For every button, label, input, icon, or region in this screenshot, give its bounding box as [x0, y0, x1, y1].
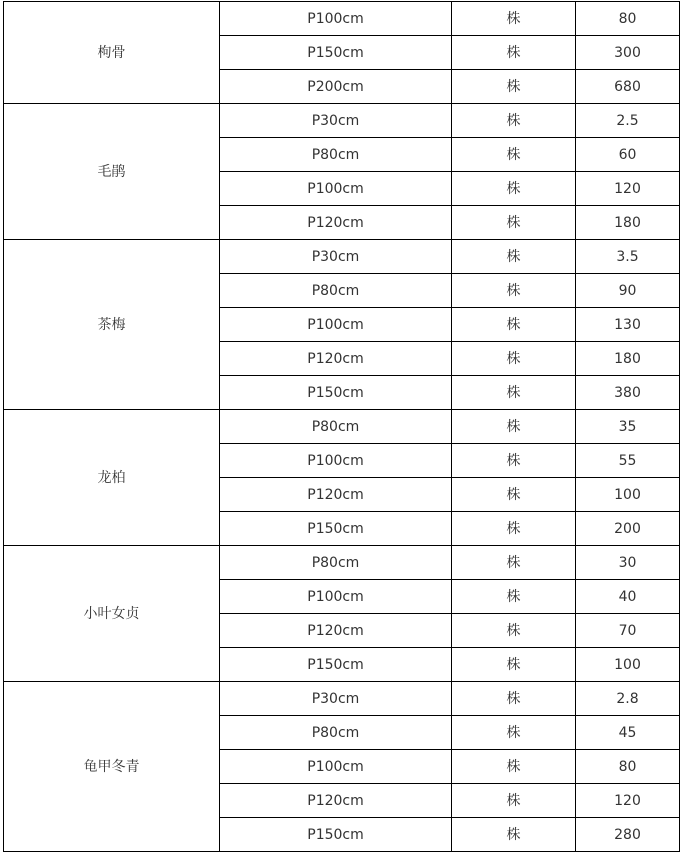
spec-cell: P100cm — [220, 750, 452, 784]
price-cell: 280 — [576, 818, 680, 852]
plant-name-cell: 枸骨 — [4, 2, 220, 104]
plant-name-cell: 小叶女贞 — [4, 546, 220, 682]
price-cell: 100 — [576, 648, 680, 682]
price-cell: 3.5 — [576, 240, 680, 274]
spec-cell: P30cm — [220, 240, 452, 274]
spec-cell: P80cm — [220, 274, 452, 308]
price-cell: 90 — [576, 274, 680, 308]
price-cell: 35 — [576, 410, 680, 444]
spec-cell: P80cm — [220, 138, 452, 172]
spec-cell: P150cm — [220, 376, 452, 410]
spec-cell: P100cm — [220, 172, 452, 206]
spec-cell: P150cm — [220, 818, 452, 852]
spec-cell: P150cm — [220, 512, 452, 546]
spec-cell: P30cm — [220, 682, 452, 716]
unit-cell: 株 — [452, 546, 576, 580]
spec-cell: P100cm — [220, 444, 452, 478]
table-row — [4, 410, 680, 444]
price-cell: 40 — [576, 580, 680, 614]
spec-cell: P100cm — [220, 580, 452, 614]
unit-cell: 株 — [452, 478, 576, 512]
unit-cell: 株 — [452, 682, 576, 716]
price-cell: 120 — [576, 172, 680, 206]
spec-cell: P150cm — [220, 36, 452, 70]
price-cell: 55 — [576, 444, 680, 478]
unit-cell: 株 — [452, 206, 576, 240]
price-cell: 120 — [576, 784, 680, 818]
spec-cell: P30cm — [220, 104, 452, 138]
price-cell: 180 — [576, 206, 680, 240]
unit-cell: 株 — [452, 716, 576, 750]
spec-cell: P100cm — [220, 2, 452, 36]
unit-cell: 株 — [452, 308, 576, 342]
unit-cell: 株 — [452, 750, 576, 784]
unit-cell: 株 — [452, 614, 576, 648]
table-row — [4, 546, 680, 580]
price-cell: 200 — [576, 512, 680, 546]
spec-cell: P100cm — [220, 308, 452, 342]
price-cell: 80 — [576, 2, 680, 36]
price-cell: 30 — [576, 546, 680, 580]
unit-cell: 株 — [452, 2, 576, 36]
unit-cell: 株 — [452, 580, 576, 614]
spec-cell: P120cm — [220, 206, 452, 240]
spec-cell: P120cm — [220, 784, 452, 818]
unit-cell: 株 — [452, 240, 576, 274]
spec-cell: P80cm — [220, 410, 452, 444]
unit-cell: 株 — [452, 818, 576, 852]
spec-cell: P120cm — [220, 614, 452, 648]
price-cell: 80 — [576, 750, 680, 784]
table-row — [4, 682, 680, 716]
unit-cell: 株 — [452, 172, 576, 206]
price-cell: 180 — [576, 342, 680, 376]
price-cell: 45 — [576, 716, 680, 750]
table-row — [4, 240, 680, 274]
unit-cell: 株 — [452, 444, 576, 478]
price-cell: 2.8 — [576, 682, 680, 716]
unit-cell: 株 — [452, 274, 576, 308]
unit-cell: 株 — [452, 104, 576, 138]
unit-cell: 株 — [452, 784, 576, 818]
table-row — [4, 104, 680, 138]
plant-name-cell: 龙柏 — [4, 410, 220, 546]
price-cell: 130 — [576, 308, 680, 342]
unit-cell: 株 — [452, 342, 576, 376]
unit-cell: 株 — [452, 376, 576, 410]
plant-name-cell: 龟甲冬青 — [4, 682, 220, 852]
spec-cell: P80cm — [220, 546, 452, 580]
price-table-body — [4, 2, 680, 852]
price-cell: 70 — [576, 614, 680, 648]
price-cell: 60 — [576, 138, 680, 172]
spec-cell: P200cm — [220, 70, 452, 104]
price-cell: 2.5 — [576, 104, 680, 138]
price-cell: 380 — [576, 376, 680, 410]
unit-cell: 株 — [452, 70, 576, 104]
price-cell: 680 — [576, 70, 680, 104]
unit-cell: 株 — [452, 512, 576, 546]
price-cell: 100 — [576, 478, 680, 512]
unit-cell: 株 — [452, 410, 576, 444]
unit-cell: 株 — [452, 648, 576, 682]
plant-name-cell: 毛鹃 — [4, 104, 220, 240]
spec-cell: P120cm — [220, 478, 452, 512]
spec-cell: P120cm — [220, 342, 452, 376]
price-cell: 300 — [576, 36, 680, 70]
plant-name-cell: 茶梅 — [4, 240, 220, 410]
unit-cell: 株 — [452, 138, 576, 172]
spec-cell: P150cm — [220, 648, 452, 682]
unit-cell: 株 — [452, 36, 576, 70]
price-table — [3, 1, 680, 852]
table-row — [4, 2, 680, 36]
spec-cell: P80cm — [220, 716, 452, 750]
